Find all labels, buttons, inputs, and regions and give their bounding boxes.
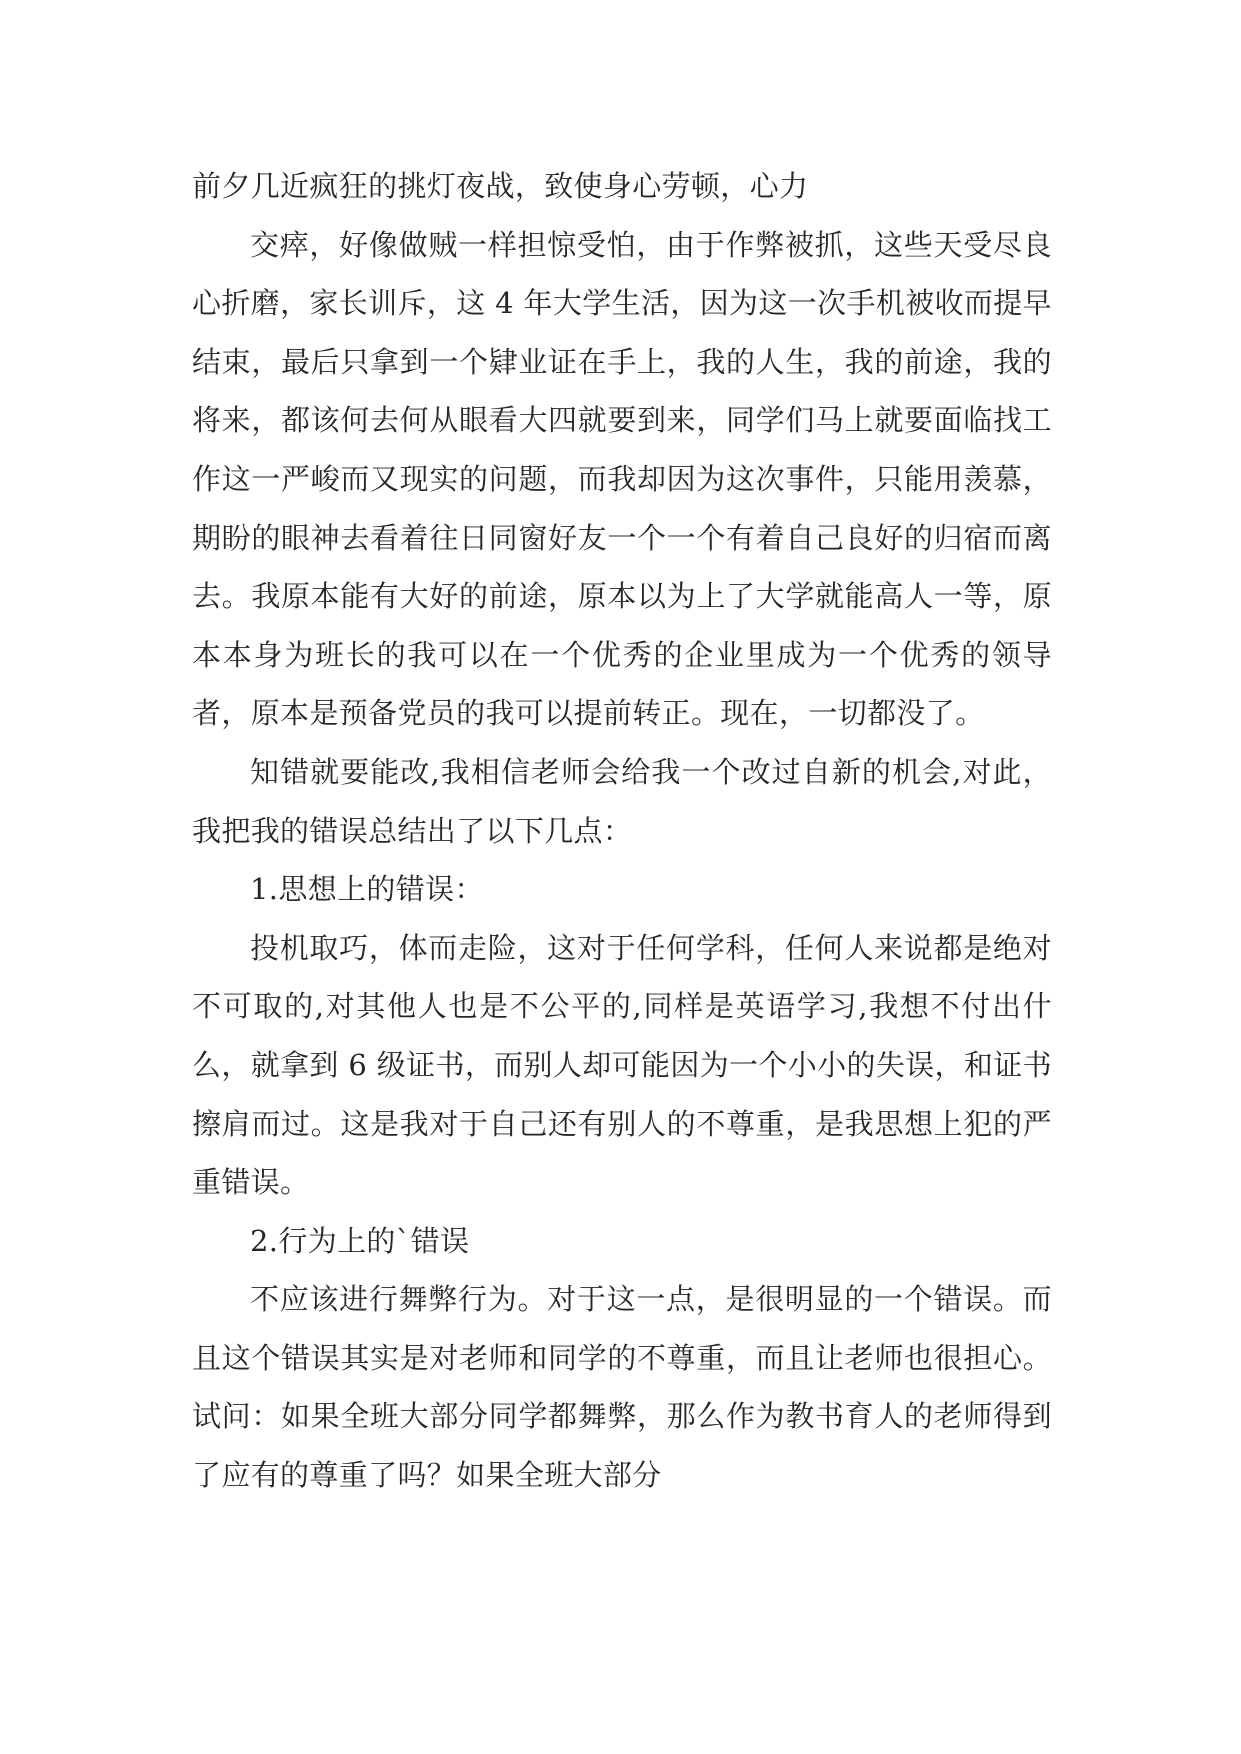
paragraph-2: 交瘁，好像做贼一样担惊受怕，由于作弊被抓，这些天受尽良心折磨，家长训斥，这 4 年大学生活，因为这一次手机被收而提早结束，最后只拿到一个肄业证在手上，我的人生，我的前途，我的将来，都该何去何从眼看大四就要到来，同学们马上就要面临找工作这一严峻而又现实的问题，而我却因为这次事件，只能用羡慕，期盼的眼神去看着往日同窗好友一个一个有着自己良好的归宿而离去。我原本能有大好的前途，原本以为上了大学就能高人一等，原本本身为班长的我可以在一个优秀的企业里成为一个优秀的领导者，原本是预备党员的我可以提前转正。现在，一切都没了。	[192, 227, 1052, 731]
paragraph-1: 前夕几近疯狂的挑灯夜战，致使身心劳顿，心力	[192, 169, 809, 203]
heading-behavior-errors: 2.行为上的`错误	[250, 1223, 470, 1258]
heading-thought-errors: 1.思想上的错误：	[250, 872, 484, 907]
paragraph-5: 不应该进行舞弊行为。对于这一点，是很明显的一个错误。而且这个错误其实是对老师和同学的不尊重，而且让老师也很担心。试问：如果全班大部分同学都舞弊，那么作为教书育人的老师得到了应有的尊重了吗？如果全班大部分	[192, 1282, 1052, 1493]
paragraph-4: 投机取巧，体而走险，这对于任何学科，任何人来说都是绝对不可取的,对其他人也是不公平的,同样是英语学习,我想不付出什么，就拿到 6 级证书，而别人却可能因为一个小小的失误，和证书擦肩而过。这是我对于自己还有别人的不尊重，是我思想上犯的严重错误。	[192, 930, 1052, 1200]
document-body	[192, 157, 1052, 1505]
paragraph-3: 知错就要能改,我相信老师会给我一个改过自新的机会,对此，我把我的错误总结出了以下几点：	[192, 754, 1052, 848]
